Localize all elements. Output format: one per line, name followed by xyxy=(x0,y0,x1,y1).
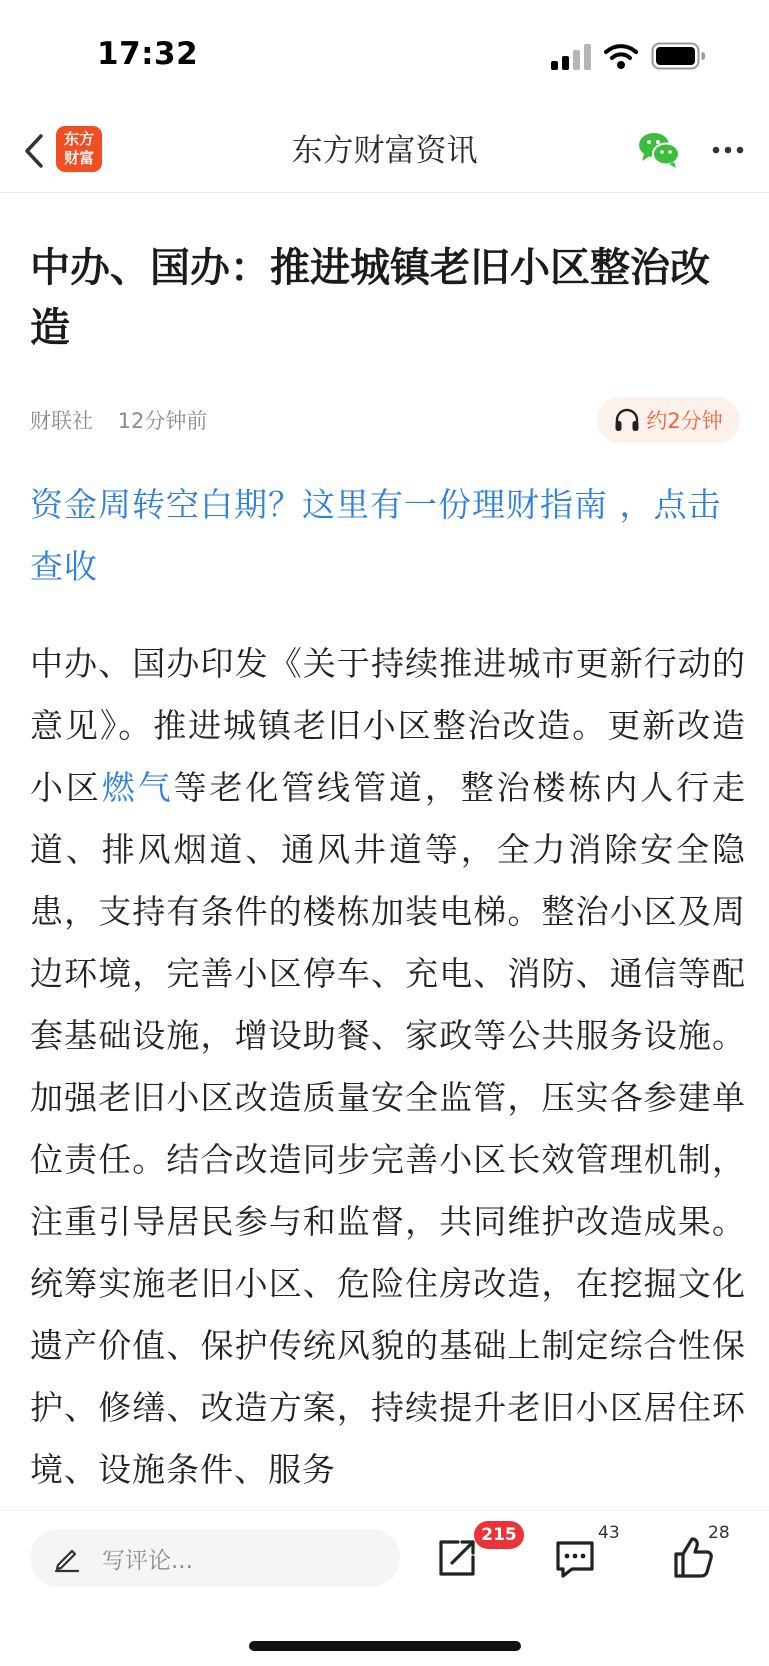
logo-line-2: 财富 xyxy=(63,149,94,167)
chevron-left-icon xyxy=(23,133,45,169)
audio-duration-label: 约2分钟 xyxy=(646,409,723,433)
share-count-badge: 215 xyxy=(474,1521,524,1549)
article-source[interactable]: 财联社 xyxy=(30,409,93,433)
article-time: 12分钟前 xyxy=(117,409,208,433)
status-bar xyxy=(0,0,769,110)
comment-placeholder: 写评论... xyxy=(102,1547,193,1574)
body-text-part-2: 等老化管线管道，整治楼栋内人行走道、排风烟道、通风井道等，全力消除安全隐患，支持有条件的楼栋加装电梯。整治小区及周边环境，完善小区停车、充电、消防、通信等配套基础设施，增设助餐、家政等公共服务设施。加强老旧小区改造质量安全监管，压实各参建单位责任。结合改造同步完善小区长效管理机制，注重引导居民参与和监督，共同维护改造成果。统筹实施老旧小区、危险住房改造，在挖掘文化遗产价值、保护传统风貌的基础上制定综合性保护、修缮、改造方案，持续提升老旧小区居住环境、设施条件、服务 xyxy=(30,768,747,1489)
article-title: 中办、国办：推进城镇老旧小区整治改造 xyxy=(30,245,710,351)
back-button[interactable] xyxy=(14,128,54,174)
nav-header xyxy=(0,110,769,193)
more-options-button[interactable] xyxy=(706,130,750,170)
comment-count: 43 xyxy=(598,1523,620,1543)
cellular-signal-icon xyxy=(551,44,593,70)
battery-icon xyxy=(651,42,705,70)
article-body xyxy=(30,633,746,1501)
logo-line-1: 东方 xyxy=(63,130,94,148)
app-logo[interactable] xyxy=(56,126,102,172)
pen-icon xyxy=(52,1543,82,1573)
comment-input[interactable] xyxy=(30,1529,400,1587)
article-meta xyxy=(30,406,207,436)
wechat-share-button[interactable] xyxy=(637,130,681,170)
wechat-icon xyxy=(637,130,681,170)
comment-icon xyxy=(550,1533,600,1583)
listen-audio-button[interactable] xyxy=(597,397,740,443)
body-text-part-1: 中办、国办印发《关于持续推进城市更新行动的意见》。推进城镇老旧小区整治改造。更新改造小区 xyxy=(30,644,746,807)
headphones-icon xyxy=(614,408,640,432)
keyword-link-gas[interactable]: 燃气 xyxy=(101,768,174,807)
more-dots-icon xyxy=(712,146,744,154)
wifi-icon xyxy=(604,42,638,70)
like-count: 28 xyxy=(708,1523,730,1543)
promo-link[interactable]: 资金周转空白期？这里有一份理财指南 ，点击查收 xyxy=(30,485,722,586)
status-time: 17:32 xyxy=(97,36,199,72)
comments-button[interactable] xyxy=(550,1533,600,1583)
page-title: 东方财富资讯 xyxy=(291,133,478,169)
home-indicator[interactable] xyxy=(249,1641,521,1651)
